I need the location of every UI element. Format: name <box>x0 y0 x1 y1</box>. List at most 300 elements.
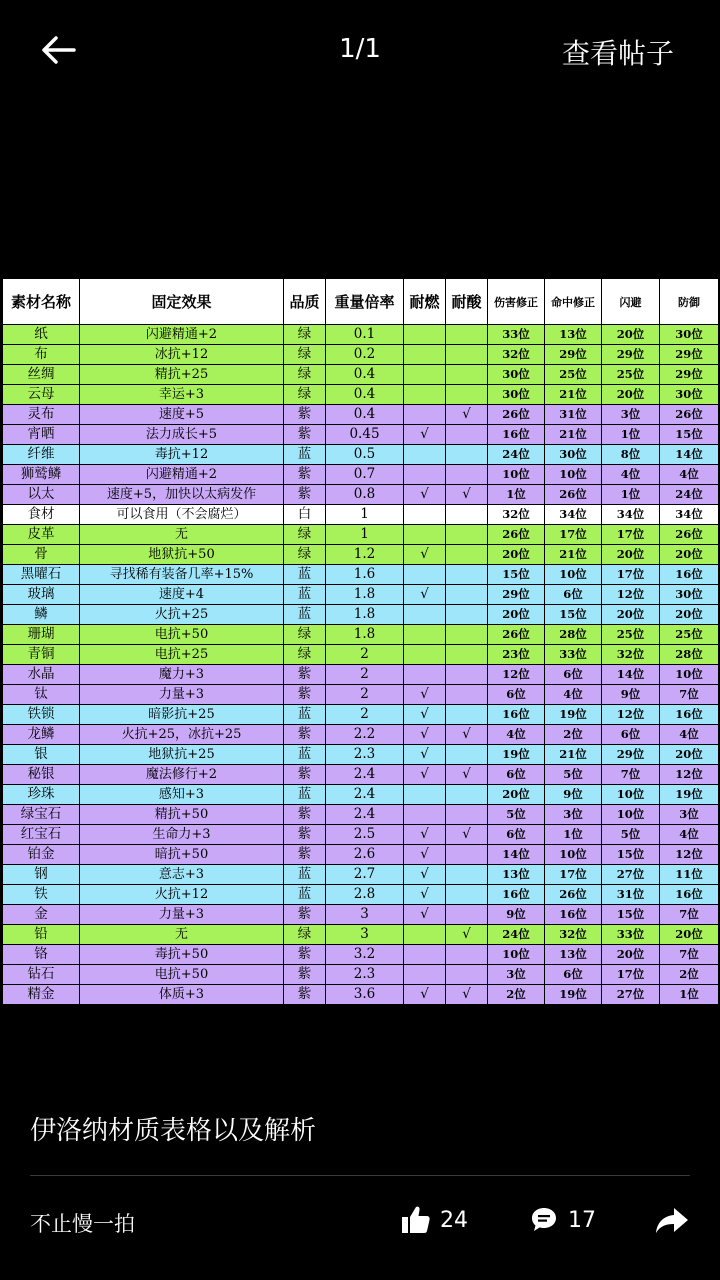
cell-defense: 14位 <box>660 445 719 465</box>
cell-quality: 绿 <box>284 365 326 385</box>
cell-quality: 绿 <box>284 325 326 345</box>
table-row <box>3 325 719 345</box>
cell-quality: 绿 <box>284 385 326 405</box>
cell-defense: 30位 <box>660 385 719 405</box>
cell-defense: 26位 <box>660 525 719 545</box>
cell-hit: 13位 <box>545 945 602 965</box>
cell-hit: 1位 <box>545 825 602 845</box>
cell-hit: 16位 <box>545 905 602 925</box>
table-row <box>3 425 719 445</box>
cell-quality: 白 <box>284 505 326 525</box>
cell-name: 云母 <box>3 385 80 405</box>
cell-weight: 0.8 <box>326 485 404 505</box>
cell-dodge: 9位 <box>602 685 660 705</box>
cell-defense: 7位 <box>660 685 719 705</box>
cell-damage: 33位 <box>488 325 545 345</box>
cell-dodge: 6位 <box>602 725 660 745</box>
table-row <box>3 525 719 545</box>
table-row <box>3 465 719 485</box>
thumbs-up-icon <box>400 1204 432 1236</box>
cell-acidproof <box>446 885 488 905</box>
cell-effect: 速度+5，加快以太病发作 <box>80 485 284 505</box>
cell-damage: 6位 <box>488 825 545 845</box>
header-damage: 伤害修正 <box>488 279 545 325</box>
cell-quality: 紫 <box>284 905 326 925</box>
cell-defense: 16位 <box>660 885 719 905</box>
cell-damage: 26位 <box>488 405 545 425</box>
cell-effect: 电抗+50 <box>80 965 284 985</box>
cell-acidproof <box>446 685 488 705</box>
cell-hit: 21位 <box>545 385 602 405</box>
cell-weight: 0.4 <box>326 385 404 405</box>
cell-hit: 15位 <box>545 605 602 625</box>
cell-dodge: 7位 <box>602 765 660 785</box>
cell-dodge: 33位 <box>602 925 660 945</box>
cell-hit: 21位 <box>545 545 602 565</box>
cell-hit: 10位 <box>545 845 602 865</box>
cell-hit: 9位 <box>545 785 602 805</box>
cell-fireproof <box>404 965 446 985</box>
cell-effect: 可以食用（不会腐烂） <box>80 505 284 525</box>
cell-defense: 24位 <box>660 485 719 505</box>
cell-quality: 紫 <box>284 965 326 985</box>
cell-name: 铂金 <box>3 845 80 865</box>
cell-name: 银 <box>3 745 80 765</box>
cell-weight: 3 <box>326 905 404 925</box>
cell-acidproof <box>446 325 488 345</box>
cell-damage: 9位 <box>488 905 545 925</box>
cell-damage: 26位 <box>488 625 545 645</box>
cell-dodge: 5位 <box>602 825 660 845</box>
cell-acidproof: √ <box>446 405 488 425</box>
cell-effect: 力量+3 <box>80 685 284 705</box>
cell-name: 秘银 <box>3 765 80 785</box>
cell-name: 狮鹫鳞 <box>3 465 80 485</box>
cell-weight: 2 <box>326 665 404 685</box>
cell-defense: 34位 <box>660 505 719 525</box>
table-row <box>3 485 719 505</box>
cell-name: 精金 <box>3 985 80 1005</box>
table-row <box>3 585 719 605</box>
cell-effect: 毒抗+12 <box>80 445 284 465</box>
cell-effect: 毒抗+50 <box>80 945 284 965</box>
image-counter: 1/1 <box>339 34 381 64</box>
cell-fireproof: √ <box>404 585 446 605</box>
cell-name: 以太 <box>3 485 80 505</box>
cell-dodge: 29位 <box>602 745 660 765</box>
cell-effect: 精抗+50 <box>80 805 284 825</box>
cell-effect: 意志+3 <box>80 865 284 885</box>
cell-defense: 20位 <box>660 545 719 565</box>
cell-name: 金 <box>3 905 80 925</box>
cell-weight: 1 <box>326 525 404 545</box>
cell-dodge: 1位 <box>602 485 660 505</box>
cell-damage: 13位 <box>488 865 545 885</box>
cell-fireproof <box>404 445 446 465</box>
cell-acidproof <box>446 345 488 365</box>
cell-quality: 紫 <box>284 725 326 745</box>
cell-defense: 19位 <box>660 785 719 805</box>
cell-dodge: 20位 <box>602 605 660 625</box>
cell-damage: 1位 <box>488 485 545 505</box>
cell-dodge: 14位 <box>602 665 660 685</box>
cell-quality: 蓝 <box>284 885 326 905</box>
cell-hit: 19位 <box>545 985 602 1005</box>
cell-damage: 24位 <box>488 925 545 945</box>
cell-fireproof: √ <box>404 905 446 925</box>
cell-weight: 0.4 <box>326 405 404 425</box>
cell-effect: 地狱抗+25 <box>80 745 284 765</box>
cell-weight: 2.2 <box>326 725 404 745</box>
cell-fireproof <box>404 665 446 685</box>
cell-fireproof <box>404 405 446 425</box>
cell-weight: 2 <box>326 685 404 705</box>
table-row <box>3 765 719 785</box>
cell-dodge: 3位 <box>602 405 660 425</box>
cell-quality: 蓝 <box>284 605 326 625</box>
cell-effect: 暗影抗+25 <box>80 705 284 725</box>
header-hit: 命中修正 <box>545 279 602 325</box>
cell-quality: 紫 <box>284 425 326 445</box>
cell-fireproof <box>404 325 446 345</box>
cell-name: 钻石 <box>3 965 80 985</box>
cell-hit: 21位 <box>545 425 602 445</box>
like-button[interactable] <box>400 1202 468 1238</box>
cell-hit: 25位 <box>545 365 602 385</box>
cell-name: 纸 <box>3 325 80 345</box>
table-row <box>3 865 719 885</box>
cell-hit: 32位 <box>545 925 602 945</box>
arrow-left-icon[interactable] <box>36 30 80 70</box>
cell-acidproof: √ <box>446 825 488 845</box>
cell-quality: 蓝 <box>284 585 326 605</box>
cell-damage: 23位 <box>488 645 545 665</box>
table-row <box>3 805 719 825</box>
cell-name: 绿宝石 <box>3 805 80 825</box>
cell-dodge: 20位 <box>602 945 660 965</box>
cell-quality: 绿 <box>284 345 326 365</box>
cell-defense: 26位 <box>660 405 719 425</box>
cell-effect: 闪避精通+2 <box>80 325 284 345</box>
table-row <box>3 825 719 845</box>
cell-dodge: 10位 <box>602 805 660 825</box>
cell-damage: 16位 <box>488 705 545 725</box>
cell-acidproof: √ <box>446 765 488 785</box>
cell-hit: 19位 <box>545 705 602 725</box>
cell-hit: 21位 <box>545 745 602 765</box>
cell-name: 红宝石 <box>3 825 80 845</box>
cell-acidproof: √ <box>446 925 488 945</box>
cell-damage: 6位 <box>488 685 545 705</box>
cell-dodge: 29位 <box>602 345 660 365</box>
cell-defense: 4位 <box>660 465 719 485</box>
cell-hit: 26位 <box>545 485 602 505</box>
cell-quality: 蓝 <box>284 445 326 465</box>
cell-effect: 寻找稀有装备几率+15% <box>80 565 284 585</box>
cell-dodge: 34位 <box>602 505 660 525</box>
cell-defense: 12位 <box>660 845 719 865</box>
header-name: 素材名称 <box>3 279 80 325</box>
cell-quality: 绿 <box>284 925 326 945</box>
cell-acidproof <box>446 965 488 985</box>
cell-name: 铅 <box>3 925 80 945</box>
cell-acidproof <box>446 585 488 605</box>
cell-acidproof: √ <box>446 985 488 1005</box>
cell-effect: 感知+3 <box>80 785 284 805</box>
table-row <box>3 645 719 665</box>
cell-fireproof: √ <box>404 985 446 1005</box>
cell-fireproof <box>404 385 446 405</box>
cell-acidproof: √ <box>446 725 488 745</box>
table-body <box>3 325 719 1005</box>
cell-acidproof <box>446 445 488 465</box>
cell-damage: 29位 <box>488 585 545 605</box>
cell-fireproof: √ <box>404 545 446 565</box>
cell-dodge: 12位 <box>602 585 660 605</box>
cell-damage: 32位 <box>488 345 545 365</box>
cell-hit: 3位 <box>545 805 602 825</box>
table-row <box>3 845 719 865</box>
cell-acidproof <box>446 645 488 665</box>
table-row <box>3 985 719 1005</box>
cell-dodge: 12位 <box>602 705 660 725</box>
cell-hit: 10位 <box>545 565 602 585</box>
cell-damage: 20位 <box>488 605 545 625</box>
comment-button[interactable] <box>530 1202 596 1238</box>
cell-quality: 蓝 <box>284 705 326 725</box>
cell-hit: 28位 <box>545 625 602 645</box>
cell-weight: 3.2 <box>326 945 404 965</box>
cell-hit: 6位 <box>545 585 602 605</box>
bottom-bar <box>0 1190 720 1250</box>
cell-damage: 30位 <box>488 385 545 405</box>
cell-damage: 32位 <box>488 505 545 525</box>
cell-effect: 冰抗+12 <box>80 345 284 365</box>
header-effect: 固定效果 <box>80 279 284 325</box>
cell-dodge: 20位 <box>602 545 660 565</box>
cell-name: 龙鳞 <box>3 725 80 745</box>
cell-effect: 电抗+50 <box>80 625 284 645</box>
cell-weight: 2.7 <box>326 865 404 885</box>
cell-name: 珊瑚 <box>3 625 80 645</box>
top-bar <box>0 0 720 100</box>
cell-effect: 无 <box>80 525 284 545</box>
cell-name: 珍珠 <box>3 785 80 805</box>
author-name[interactable]: 不止慢一拍 <box>30 1212 135 1236</box>
table-row <box>3 565 719 585</box>
cell-quality: 绿 <box>284 545 326 565</box>
share-arrow-icon[interactable] <box>654 1202 690 1238</box>
cell-defense: 2位 <box>660 965 719 985</box>
cell-defense: 30位 <box>660 585 719 605</box>
cell-acidproof <box>446 425 488 445</box>
table-row <box>3 885 719 905</box>
cell-defense: 16位 <box>660 705 719 725</box>
cell-weight: 2.4 <box>326 785 404 805</box>
cell-acidproof <box>446 525 488 545</box>
cell-effect: 暗抗+50 <box>80 845 284 865</box>
cell-effect: 地狱抗+50 <box>80 545 284 565</box>
cell-effect: 速度+4 <box>80 585 284 605</box>
cell-defense: 29位 <box>660 365 719 385</box>
cell-damage: 16位 <box>488 885 545 905</box>
table-header-row <box>3 279 719 325</box>
cell-effect: 精抗+25 <box>80 365 284 385</box>
cell-weight: 0.7 <box>326 465 404 485</box>
cell-hit: 13位 <box>545 325 602 345</box>
cell-defense: 1位 <box>660 985 719 1005</box>
cell-name: 骨 <box>3 545 80 565</box>
cell-fireproof <box>404 925 446 945</box>
table-row <box>3 545 719 565</box>
table-row <box>3 905 719 925</box>
cell-weight: 1.2 <box>326 545 404 565</box>
cell-defense: 28位 <box>660 645 719 665</box>
cell-fireproof <box>404 505 446 525</box>
divider <box>30 1175 690 1176</box>
like-count: 24 <box>440 1207 468 1233</box>
material-table-image <box>2 278 718 1002</box>
cell-fireproof <box>404 465 446 485</box>
cell-defense: 16位 <box>660 565 719 585</box>
cell-quality: 紫 <box>284 945 326 965</box>
table-row <box>3 745 719 765</box>
cell-effect: 生命力+3 <box>80 825 284 845</box>
cell-defense: 4位 <box>660 825 719 845</box>
cell-quality: 紫 <box>284 405 326 425</box>
cell-dodge: 15位 <box>602 905 660 925</box>
cell-fireproof <box>404 785 446 805</box>
cell-quality: 紫 <box>284 685 326 705</box>
header-fireproof: 耐燃 <box>404 279 446 325</box>
cell-dodge: 15位 <box>602 845 660 865</box>
material-table <box>2 278 719 1005</box>
cell-weight: 2.4 <box>326 765 404 785</box>
cell-hit: 30位 <box>545 445 602 465</box>
cell-dodge: 4位 <box>602 465 660 485</box>
cell-effect: 火抗+25，冰抗+25 <box>80 725 284 745</box>
cell-name: 灵布 <box>3 405 80 425</box>
cell-name: 黑曜石 <box>3 565 80 585</box>
cell-fireproof: √ <box>404 425 446 445</box>
table-row <box>3 605 719 625</box>
cell-dodge: 17位 <box>602 565 660 585</box>
cell-defense: 20位 <box>660 745 719 765</box>
cell-damage: 24位 <box>488 445 545 465</box>
cell-weight: 2.6 <box>326 845 404 865</box>
table-row <box>3 665 719 685</box>
cell-acidproof <box>446 605 488 625</box>
cell-name: 纤维 <box>3 445 80 465</box>
cell-dodge: 10位 <box>602 785 660 805</box>
header-quality: 品质 <box>284 279 326 325</box>
cell-damage: 26位 <box>488 525 545 545</box>
cell-effect: 速度+5 <box>80 405 284 425</box>
cell-quality: 紫 <box>284 805 326 825</box>
cell-defense: 4位 <box>660 725 719 745</box>
cell-defense: 30位 <box>660 325 719 345</box>
cell-defense: 12位 <box>660 765 719 785</box>
cell-weight: 1 <box>326 505 404 525</box>
cell-damage: 10位 <box>488 945 545 965</box>
cell-fireproof <box>404 605 446 625</box>
cell-acidproof <box>446 365 488 385</box>
cell-hit: 17位 <box>545 865 602 885</box>
cell-acidproof <box>446 745 488 765</box>
table-row <box>3 625 719 645</box>
cell-fireproof: √ <box>404 845 446 865</box>
cell-name: 玻璃 <box>3 585 80 605</box>
cell-weight: 2.3 <box>326 745 404 765</box>
cell-quality: 紫 <box>284 825 326 845</box>
cell-weight: 0.4 <box>326 365 404 385</box>
cell-fireproof <box>404 365 446 385</box>
cell-defense: 25位 <box>660 625 719 645</box>
cell-weight: 0.45 <box>326 425 404 445</box>
cell-hit: 17位 <box>545 525 602 545</box>
cell-weight: 2 <box>326 705 404 725</box>
cell-weight: 1.8 <box>326 585 404 605</box>
table-row <box>3 505 719 525</box>
cell-weight: 2.8 <box>326 885 404 905</box>
cell-name: 皮革 <box>3 525 80 545</box>
cell-damage: 20位 <box>488 785 545 805</box>
cell-damage: 2位 <box>488 985 545 1005</box>
cell-quality: 紫 <box>284 765 326 785</box>
cell-effect: 火抗+12 <box>80 885 284 905</box>
cell-defense: 3位 <box>660 805 719 825</box>
cell-defense: 15位 <box>660 425 719 445</box>
cell-dodge: 25位 <box>602 365 660 385</box>
table-row <box>3 945 719 965</box>
cell-quality: 紫 <box>284 845 326 865</box>
cell-effect: 法力成长+5 <box>80 425 284 445</box>
cell-effect: 幸运+3 <box>80 385 284 405</box>
cell-weight: 0.5 <box>326 445 404 465</box>
cell-effect: 体质+3 <box>80 985 284 1005</box>
cell-name: 布 <box>3 345 80 365</box>
cell-quality: 绿 <box>284 645 326 665</box>
cell-weight: 2.5 <box>326 825 404 845</box>
cell-dodge: 8位 <box>602 445 660 465</box>
view-post-button[interactable]: 查看帖子 <box>561 37 674 70</box>
cell-fireproof: √ <box>404 825 446 845</box>
cell-acidproof <box>446 785 488 805</box>
post-caption: 伊洛纳材质表格以及解析 <box>30 1116 317 1146</box>
cell-hit: 10位 <box>545 465 602 485</box>
cell-effect: 火抗+25 <box>80 605 284 625</box>
cell-defense: 10位 <box>660 665 719 685</box>
cell-name: 水晶 <box>3 665 80 685</box>
cell-hit: 26位 <box>545 885 602 905</box>
cell-hit: 29位 <box>545 345 602 365</box>
cell-fireproof <box>404 565 446 585</box>
cell-quality: 紫 <box>284 985 326 1005</box>
cell-name: 食材 <box>3 505 80 525</box>
cell-dodge: 31位 <box>602 885 660 905</box>
cell-weight: 3.6 <box>326 985 404 1005</box>
cell-effect: 电抗+25 <box>80 645 284 665</box>
cell-quality: 蓝 <box>284 745 326 765</box>
cell-hit: 33位 <box>545 645 602 665</box>
cell-name: 宵晒 <box>3 425 80 445</box>
comment-count: 17 <box>568 1207 596 1233</box>
cell-fireproof <box>404 625 446 645</box>
cell-hit: 4位 <box>545 685 602 705</box>
cell-hit: 31位 <box>545 405 602 425</box>
cell-effect: 魔法修行+2 <box>80 765 284 785</box>
cell-fireproof: √ <box>404 865 446 885</box>
